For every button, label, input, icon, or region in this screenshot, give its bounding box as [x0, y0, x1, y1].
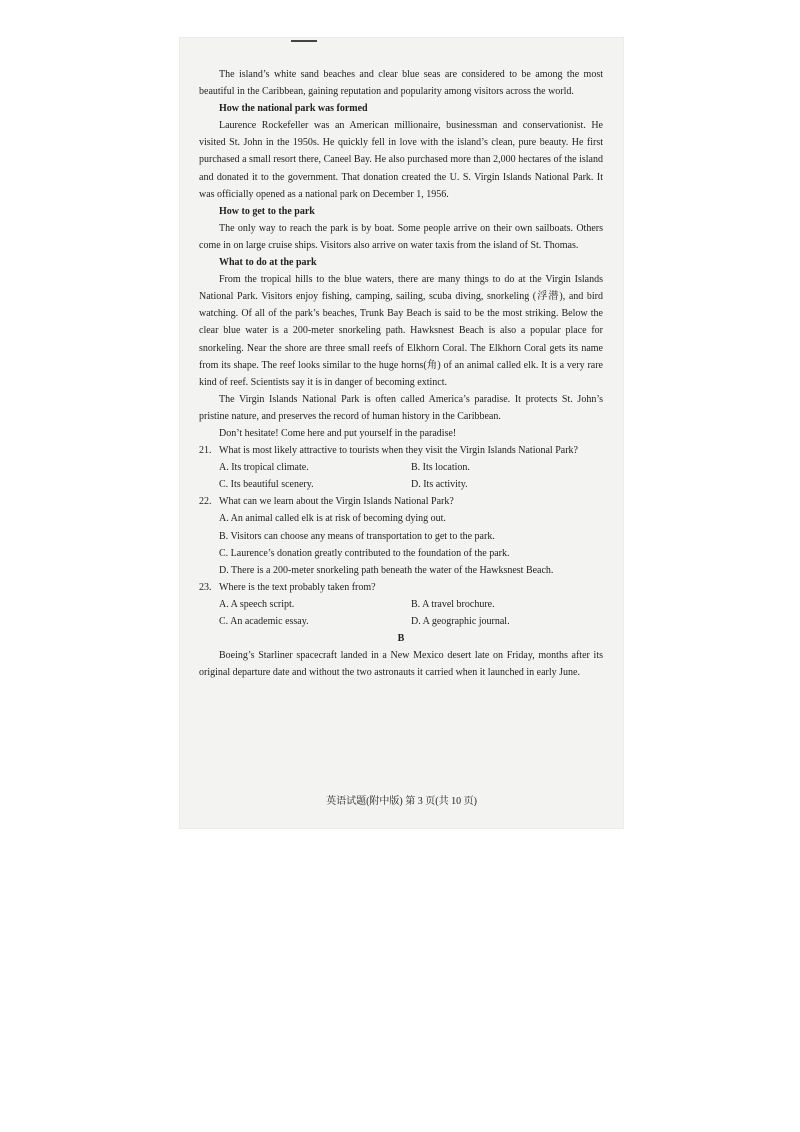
passage-paragraph-2: Laurence Rockefeller was an American millionaire, businessman and conservationist. He visited St. John in the 1950s. He quickly fell in love with the island’s clean, pure beauty. He first purchased a small resort there, Caneel Bay. He also purchased more than 2,000 hectares of the island and donated it to the government. That donation created the U. S. Virgin Islands National Park. It was officially opened as a national park on December 1, 1956.: [199, 120, 603, 200]
section-b-label: B: [397, 633, 405, 645]
question-21: [199, 442, 603, 493]
passage-paragraph-6: Don’t hesitate! Come here and put yourself in the paradise!: [219, 427, 457, 439]
option-d: D. There is a 200-meter snorkeling path beneath the water of the Hawksnest Beach.: [219, 564, 554, 576]
top-rule: [291, 40, 317, 42]
option-d: D. A geographic journal.: [411, 616, 510, 627]
option-a: A. An animal called elk is at risk of becoming dying out.: [219, 513, 446, 525]
question-22: [199, 493, 603, 578]
question-stem: What can we learn about the Virgin Islands National Park?: [219, 496, 454, 508]
section-b-paragraph-1: Boeing’s Starliner spacecraft landed in a New Mexico desert late on Friday, months after its original departure date and without the two astronauts it carried when it launched in early June.: [199, 650, 603, 679]
question-number: 21.: [199, 445, 212, 457]
question-number: 23.: [199, 581, 212, 593]
passage-paragraph-4: From the tropical hills to the blue waters, there are many things to do at the Virgin Islands National Park. Visitors enjoy fishing, camping, sailing, scuba diving, snorkeling (浮潜), and bird watching. Of all of the park’s beaches, Trunk Bay Beach is said to be the most striking. Below the clear blue water is a 200-meter snorkeling path. Hawksnest Beach is also a popular place for snorkeling. Near the shore are three small reefs of Elkhorn Coral. The Elkhorn Coral gets its name from its shape. The reef looks similar to the huge horns(角) of an animal called elk. It is a very rare kind of reef. Scientists say it is in danger of becoming extinct.: [199, 274, 603, 388]
option-c: C. An academic essay.: [219, 616, 309, 627]
question-23: [199, 579, 603, 630]
heading-activities: What to do at the park: [219, 257, 317, 269]
question-stem: Where is the text probably taken from?: [219, 581, 376, 593]
option-c: C. Laurence’s donation greatly contributed to the foundation of the park.: [219, 547, 510, 559]
page-content: [199, 66, 603, 681]
heading-formation: How the national park was formed: [219, 103, 368, 115]
option-b: B. Visitors can choose any means of transportation to get to the park.: [219, 530, 495, 542]
option-b: B. Its location.: [411, 462, 470, 474]
option-a: A. Its tropical climate.: [219, 462, 309, 474]
question-stem: What is most likely attractive to tourists when they visit the Virgin Islands National Park?: [219, 445, 578, 457]
passage-paragraph-1: The island’s white sand beaches and clear blue seas are considered to be among the most beautiful in the Caribbean, gaining reputation and popularity among visitors across the world.: [199, 69, 603, 98]
passage-paragraph-5: The Virgin Islands National Park is often called America’s paradise. It protects St. John’s pristine nature, and preserves the record of human history in the Caribbean.: [199, 393, 603, 422]
passage-paragraph-3: The only way to reach the park is by boat. Some people arrive on their own sailboats. Others come in on large cruise ships. Visitors also arrive on water taxis from the island of St. Thomas.: [199, 222, 603, 251]
option-c: C. Its beautiful scenery.: [219, 479, 314, 491]
option-a: A. A speech script.: [219, 598, 295, 610]
question-number: 22.: [199, 496, 212, 508]
heading-getting-there: How to get to the park: [219, 205, 315, 217]
page-footer: 英语试题(附中版) 第 3 页(共 10 页): [326, 796, 477, 807]
option-d: D. Its activity.: [411, 479, 468, 491]
option-b: B. A travel brochure.: [411, 598, 495, 610]
